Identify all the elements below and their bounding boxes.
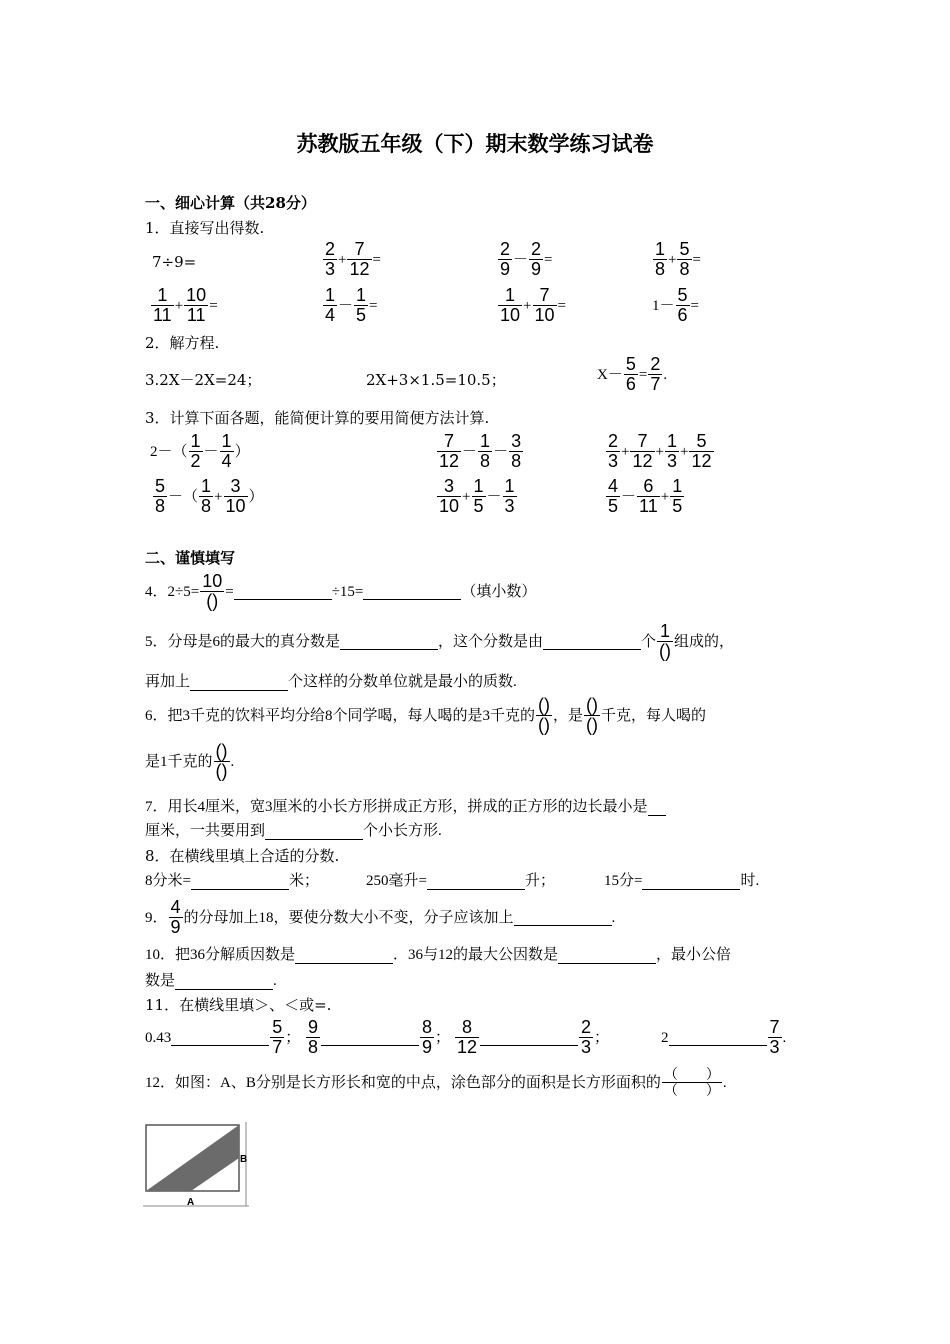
- q1-item-4: $\frac{1}{8}$ + $\frac{5}{8}$ =: [655, 239, 701, 279]
- q11-part-b: $\frac{9}{8}$ $\frac{8}{9}$ ；: [308, 1017, 451, 1057]
- answer-blank[interactable]: [642, 873, 740, 890]
- fraction: $\frac{5}{6}$: [677, 285, 688, 325]
- q10-line-2: 数是 .: [145, 973, 277, 989]
- fraction: $\frac{7}{3}$: [769, 1017, 780, 1057]
- answer-blank[interactable]: [295, 947, 393, 964]
- fraction: $\frac{( )}{( )}$: [663, 1066, 720, 1098]
- q1-item-8: 1－ $\frac{5}{6}$ =: [652, 285, 699, 325]
- q2-equation-1: 3.2X－2X=24；: [145, 371, 262, 389]
- fraction: $\frac{10}{()}$: [202, 571, 223, 611]
- fraction: $\frac{1}{2}$: [190, 431, 201, 471]
- q1-item-6: $\frac{1}{4}$ － $\frac{1}{5}$ =: [325, 285, 378, 325]
- answer-blank[interactable]: [648, 799, 666, 816]
- point-a-label: A: [187, 1197, 195, 1208]
- q1-item-2: $\frac{2}{3}$ + $\frac{7}{12}$ =: [325, 239, 381, 279]
- fraction: $\frac{1}{3}$: [504, 476, 515, 516]
- q2-equation-2: 2X+3×1.5=10.5；: [366, 371, 506, 389]
- answer-blank[interactable]: [321, 1029, 419, 1046]
- q11-part-c: $\frac{8}{12}$ $\frac{2}{3}$ ；: [457, 1017, 610, 1057]
- rectangle-diagram: [143, 1122, 249, 1210]
- fraction: $\frac{7}{10}$: [534, 285, 555, 325]
- q1-label: 1．直接写出得数.: [145, 219, 265, 237]
- fraction: $\frac{5}{8}$: [679, 239, 690, 279]
- q8-part-b: 250毫升= 升；: [366, 873, 555, 889]
- q3-expression-6: $\frac{4}{5}$ － $\frac{6}{11}$ + $\frac{1}{5}$: [608, 476, 683, 516]
- q3-expression-5: $\frac{3}{10}$ + $\frac{1}{5}$ － $\frac{1}{3}$: [439, 476, 515, 516]
- answer-blank[interactable]: [190, 674, 288, 691]
- fraction: $\frac{6}{11}$: [639, 476, 658, 516]
- answer-blank[interactable]: [480, 1029, 578, 1046]
- fraction: $\frac{10}{11}$: [186, 285, 207, 325]
- q12: 12．如图：A、B分别是长方形长和宽的中点，涂色部分的面积是长方形面积的 $\frac{( )}{( )}$ .: [145, 1066, 727, 1098]
- q5-line-2: 再加上 个这样的分数单位就是最小的质数.: [145, 674, 517, 690]
- fraction: $\frac{1}{5}$: [356, 285, 367, 325]
- fraction: $\frac{3}{8}$: [511, 431, 522, 471]
- section-2-heading: 二、谨慎填写: [145, 549, 236, 567]
- q10-line-1: 10．把36分解质因数是 ．36与12的最大公因数是 ，最小公倍: [145, 947, 732, 963]
- fraction: $\frac{1}{11}$: [153, 285, 172, 325]
- q7-line-2: 厘米，一共要用到 个小长方形.: [145, 823, 442, 839]
- q1-item-1: 7÷9=: [152, 253, 197, 271]
- answer-blank[interactable]: [669, 1029, 767, 1046]
- fraction: $\frac{1}{5}$: [473, 476, 484, 516]
- fraction: $\frac{9}{8}$: [308, 1017, 319, 1057]
- fraction: $\frac{2}{7}$: [650, 354, 661, 394]
- fraction: $\frac{1}{10}$: [500, 285, 521, 325]
- q11-label: 11．在横线里填＞、＜或=.: [145, 996, 332, 1014]
- answer-blank[interactable]: [363, 583, 461, 600]
- q5-line-1: 5．分母是6的最大的真分数是 ，这个分数是由 个 $\frac{1}{()}$ 组成的，: [145, 621, 735, 661]
- q3-expression-1: 2－（ $\frac{1}{2}$ － $\frac{1}{4}$ ）: [150, 431, 250, 471]
- fraction: $\frac{1}{4}$: [325, 285, 336, 325]
- fraction: $\frac{()}{()}$: [586, 695, 599, 735]
- answer-blank[interactable]: [514, 909, 612, 926]
- q7-line-1: 7．用长4厘米，宽3厘米的小长方形拼成正方形，拼成的正方形的边长最小是: [145, 797, 666, 817]
- q11-part-a: 0.43 $\frac{5}{7}$ ；: [145, 1017, 301, 1057]
- q1-item-3: $\frac{2}{9}$ － $\frac{2}{9}$ =: [500, 239, 553, 279]
- fraction: $\frac{2}{9}$: [531, 239, 542, 279]
- fraction: $\frac{2}{3}$: [581, 1017, 592, 1057]
- q6-line-1: 6．把3千克的饮料平均分给8个同学喝，每人喝的是3千克的 $\frac{()}{()}$ ，是 $\frac{()}{()}$ 千克，每人喝的: [145, 695, 707, 735]
- fraction: $\frac{()}{()}$: [215, 741, 228, 781]
- fraction: $\frac{5}{7}$: [272, 1017, 283, 1057]
- fraction: $\frac{1}{3}$: [666, 431, 677, 471]
- page-title: 苏教版五年级（下）期末数学练习试卷: [296, 131, 654, 156]
- q1-item-7: $\frac{1}{10}$ + $\frac{7}{10}$ =: [500, 285, 566, 325]
- fraction: $\frac{8}{12}$: [457, 1017, 478, 1057]
- q8-label: 8．在横线里填上合适的分数.: [145, 847, 340, 865]
- fraction: $\frac{2}{3}$: [325, 239, 336, 279]
- q2-equation-3: X－ $\frac{5}{6}$ = $\frac{2}{7}$ .: [597, 354, 668, 394]
- fraction: $\frac{8}{9}$: [422, 1017, 433, 1057]
- point-b-label: B: [240, 1154, 248, 1165]
- q4: 4．2÷5= $\frac{10}{()}$ = ÷15= （填小数）: [145, 571, 537, 611]
- fraction: $\frac{7}{12}$: [632, 431, 653, 471]
- fraction: $\frac{7}{12}$: [439, 431, 460, 471]
- q3-label: 3．计算下面各题，能简便计算的要用简便方法计算.: [145, 409, 490, 427]
- answer-blank[interactable]: [265, 823, 363, 840]
- fraction: $\frac{4}{9}$: [170, 897, 181, 937]
- answer-blank[interactable]: [234, 583, 332, 600]
- fraction: $\frac{1}{8}$: [201, 476, 212, 516]
- q1-item-5: $\frac{1}{11}$ + $\frac{10}{11}$ =: [153, 285, 218, 325]
- fraction: $\frac{5}{12}$: [691, 431, 712, 471]
- fraction: $\frac{4}{5}$: [608, 476, 619, 516]
- fraction: $\frac{7}{12}$: [349, 239, 370, 279]
- fraction: $\frac{1}{8}$: [480, 431, 491, 471]
- q3-expression-2: $\frac{7}{12}$ － $\frac{1}{8}$ － $\frac{3}{8}$: [439, 431, 522, 471]
- fraction: $\frac{3}{10}$: [439, 476, 460, 516]
- fraction: $\frac{5}{6}$: [625, 354, 636, 394]
- fraction: $\frac{1}{8}$: [655, 239, 666, 279]
- fraction: $\frac{1}{5}$: [672, 476, 683, 516]
- q8-part-a: 8分米= 米；: [145, 873, 319, 889]
- q11-part-d: 2 $\frac{7}{3}$ .: [661, 1017, 787, 1057]
- fraction: $\frac{3}{10}$: [225, 476, 246, 516]
- q9: 9． $\frac{4}{9}$ 的分母加上18，要使分数大小不变，分子应该加上 .: [145, 897, 616, 937]
- q2-label: 2．解方程.: [145, 334, 220, 352]
- fraction: $\frac{2}{3}$: [608, 431, 619, 471]
- q3-expression-3: $\frac{2}{3}$ + $\frac{7}{12}$ + $\frac{1}{3}$ + $\frac{5}{12}$: [608, 431, 712, 471]
- answer-blank[interactable]: [543, 633, 641, 650]
- section-1-heading: 一、细心计算（共28分）: [145, 194, 316, 212]
- answer-blank[interactable]: [558, 947, 656, 964]
- fraction: $\frac{5}{8}$: [155, 476, 166, 516]
- fraction: $\frac{1}{4}$: [221, 431, 232, 471]
- answer-blank[interactable]: [171, 1029, 269, 1046]
- q8-part-c: 15分= 时.: [604, 873, 760, 889]
- answer-blank[interactable]: [427, 873, 525, 890]
- fraction: $\frac{()}{()}$: [538, 695, 551, 735]
- answer-blank[interactable]: [175, 973, 273, 990]
- q6-line-2: 是1千克的 $\frac{()}{()}$ .: [145, 741, 235, 781]
- q3-expression-4: $\frac{5}{8}$ －（ $\frac{1}{8}$ + $\frac{3}{10}$ ）: [155, 476, 264, 516]
- fraction: $\frac{1}{()}$: [659, 621, 672, 661]
- rectangle-figure: [143, 1122, 249, 1210]
- fraction: $\frac{2}{9}$: [500, 239, 511, 279]
- answer-blank[interactable]: [191, 873, 289, 890]
- answer-blank[interactable]: [340, 633, 438, 650]
